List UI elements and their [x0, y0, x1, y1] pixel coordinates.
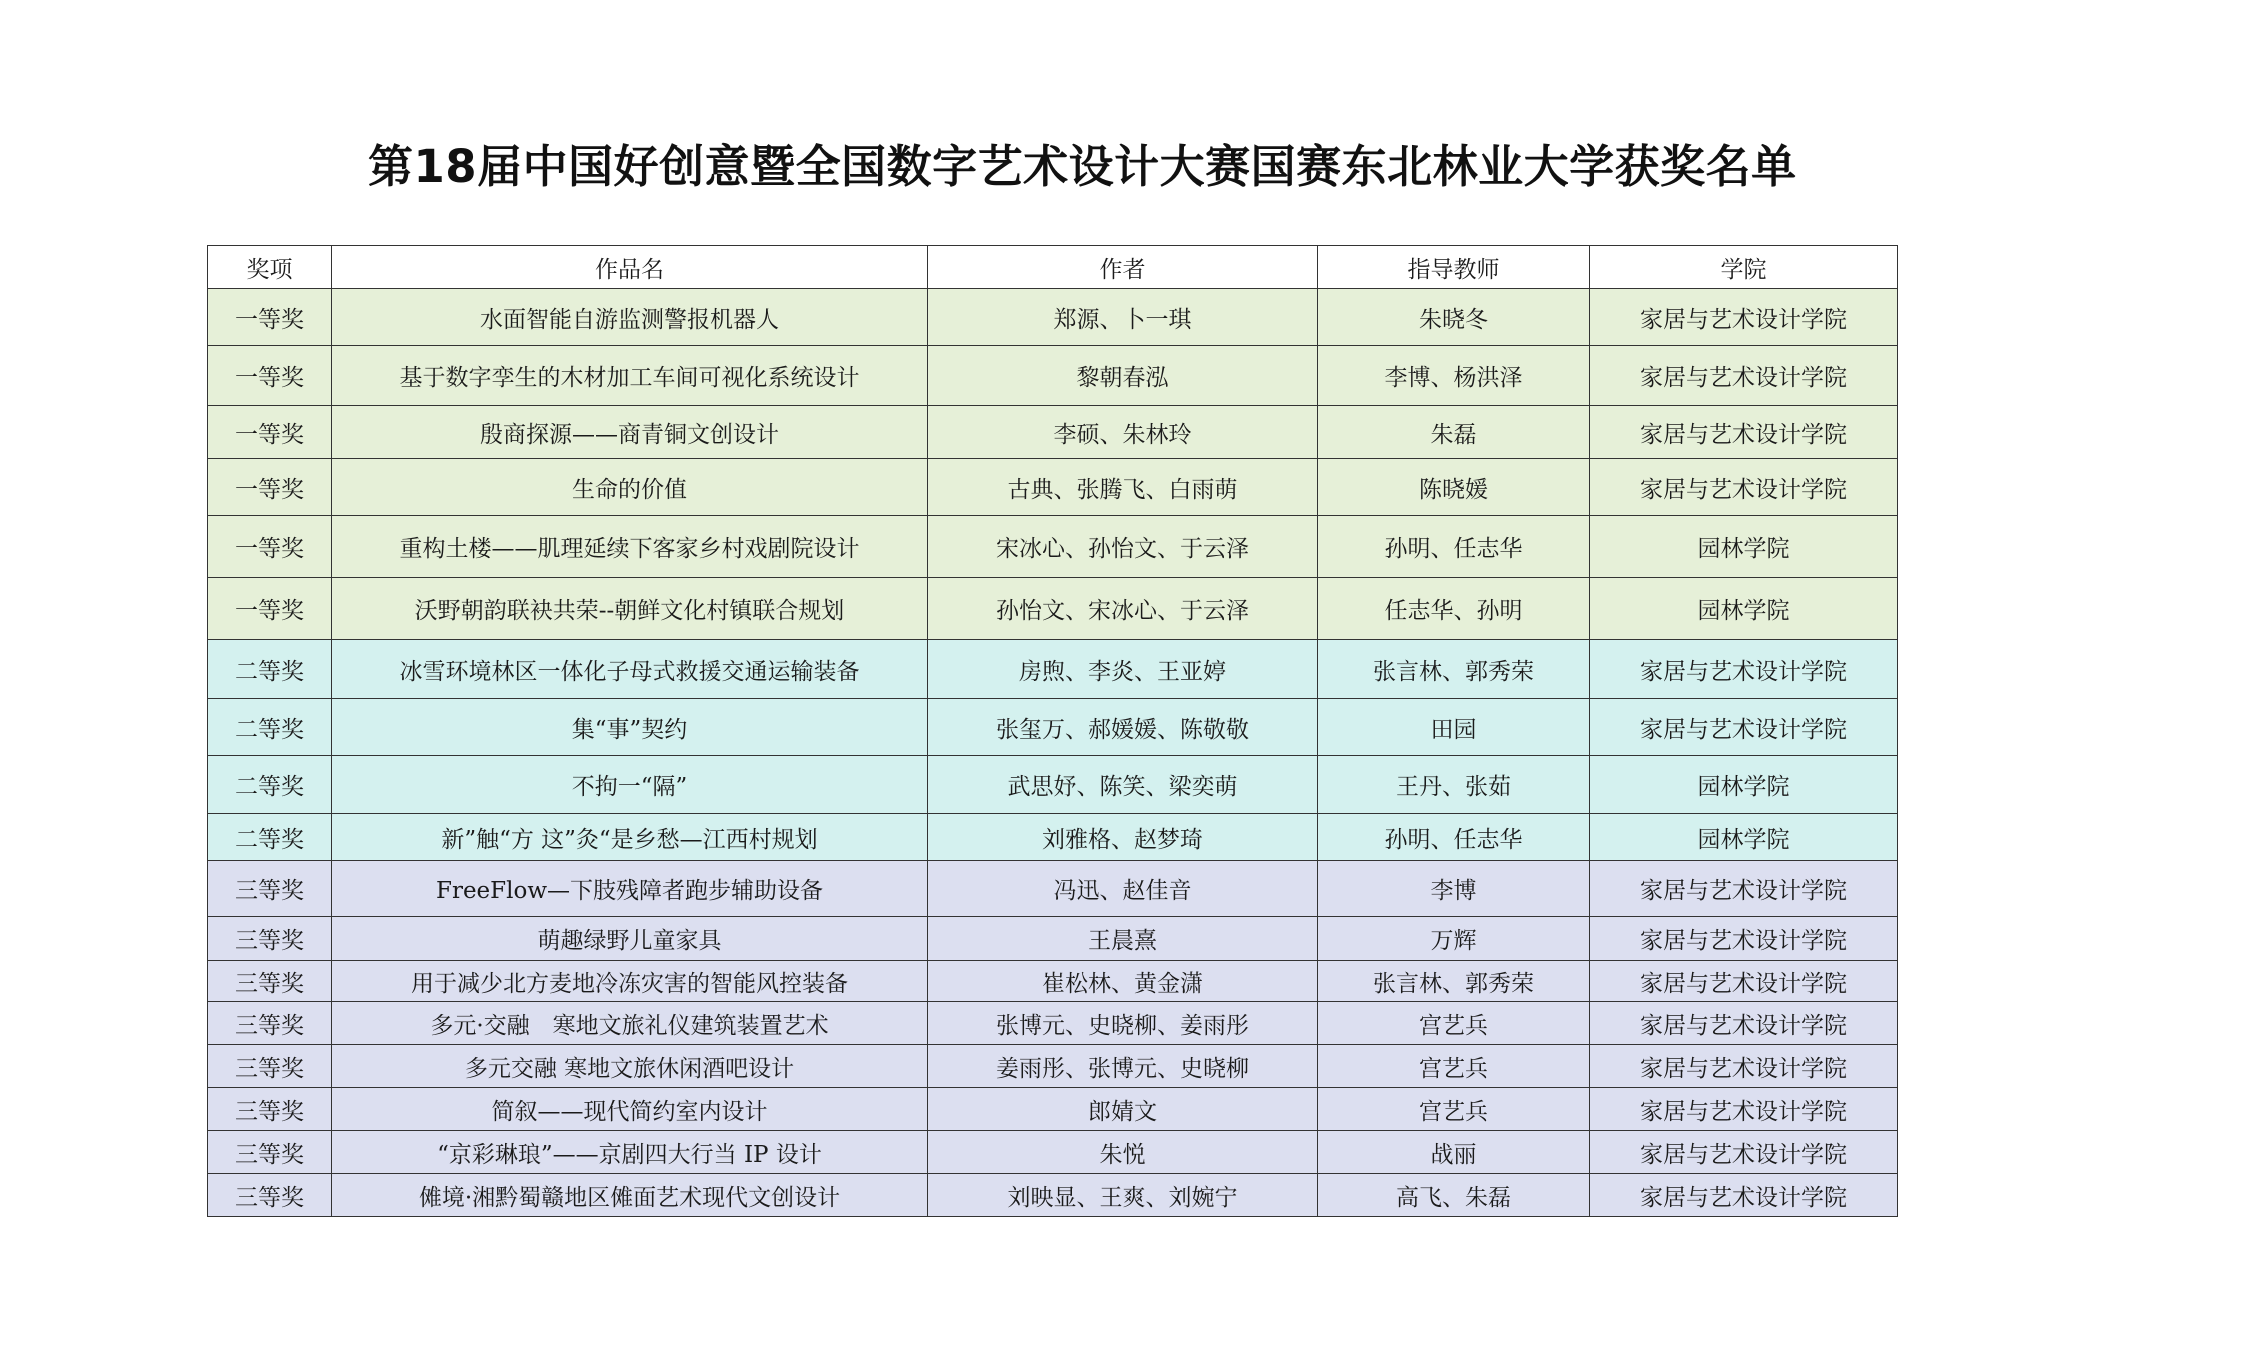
college-cell: 家居与艺术设计学院: [1590, 1088, 1898, 1131]
advisors-cell: 高飞、朱磊: [1318, 1174, 1590, 1217]
table-row: [208, 814, 1898, 861]
college-cell: 家居与艺术设计学院: [1590, 640, 1898, 699]
authors-cell: 崔松林、黄金潇: [928, 961, 1318, 1002]
college-cell: 家居与艺术设计学院: [1590, 1174, 1898, 1217]
header-college: 学院: [1590, 246, 1898, 289]
authors-cell: 刘雅格、赵梦琦: [928, 814, 1318, 861]
page-title: 第18届中国好创意暨全国数字艺术设计大赛国赛东北林业大学获奖名单: [368, 140, 1797, 193]
table-row: [208, 346, 1898, 406]
work-title-cell: 基于数字孪生的木材加工车间可视化系统设计: [332, 346, 928, 406]
advisors-cell: 李博: [1318, 861, 1590, 917]
award-cell: 三等奖: [208, 1131, 332, 1174]
college-cell: 家居与艺术设计学院: [1590, 289, 1898, 346]
advisors-cell: 朱晓冬: [1318, 289, 1590, 346]
work-title-cell: 多元交融 寒地文旅休闲酒吧设计: [332, 1045, 928, 1088]
advisors-cell: 任志华、孙明: [1318, 578, 1590, 640]
work-title-cell: 殷商探源——商青铜文创设计: [332, 406, 928, 459]
advisors-cell: 宫艺兵: [1318, 1045, 1590, 1088]
award-cell: 一等奖: [208, 406, 332, 459]
advisors-cell: 张言林、郭秀荣: [1318, 961, 1590, 1002]
authors-cell: 王晨熹: [928, 917, 1318, 961]
authors-cell: 黎朝春泓: [928, 346, 1318, 406]
table-row: [208, 756, 1898, 814]
authors-cell: 郑源、卜一琪: [928, 289, 1318, 346]
table-row: [208, 1045, 1898, 1088]
work-title-cell: 用于减少北方麦地冷冻灾害的智能风控装备: [332, 961, 928, 1002]
advisors-cell: 朱磊: [1318, 406, 1590, 459]
authors-cell: 郎婧文: [928, 1088, 1318, 1131]
table-row: [208, 917, 1898, 961]
award-cell: 三等奖: [208, 917, 332, 961]
table-row: [208, 1002, 1898, 1045]
college-cell: 家居与艺术设计学院: [1590, 346, 1898, 406]
authors-cell: 刘映显、王爽、刘婉宁: [928, 1174, 1318, 1217]
table-row: [208, 289, 1898, 346]
work-title-cell: 多元·交融 寒地文旅礼仪建筑装置艺术: [332, 1002, 928, 1045]
award-cell: 二等奖: [208, 640, 332, 699]
college-cell: 家居与艺术设计学院: [1590, 1002, 1898, 1045]
college-cell: 家居与艺术设计学院: [1590, 459, 1898, 516]
work-title-cell: 沃野朝韵联袂共荣--朝鲜文化村镇联合规划: [332, 578, 928, 640]
college-cell: 家居与艺术设计学院: [1590, 699, 1898, 756]
work-title-cell: FreeFlow—下肢残障者跑步辅助设备: [332, 861, 928, 917]
award-cell: 三等奖: [208, 861, 332, 917]
award-cell: 一等奖: [208, 516, 332, 578]
table-row: [208, 699, 1898, 756]
table-header-row: [208, 246, 1898, 289]
work-title-cell: 不拘一“隔”: [332, 756, 928, 814]
award-cell: 二等奖: [208, 814, 332, 861]
authors-cell: 古典、张腾飞、白雨萌: [928, 459, 1318, 516]
work-title-cell: 水面智能自游监测警报机器人: [332, 289, 928, 346]
table-row: [208, 1088, 1898, 1131]
authors-cell: 冯迅、赵佳音: [928, 861, 1318, 917]
authors-cell: 姜雨彤、张博元、史晓柳: [928, 1045, 1318, 1088]
table-body: [208, 289, 1898, 1217]
advisors-cell: 陈晓媛: [1318, 459, 1590, 516]
college-cell: 家居与艺术设计学院: [1590, 1045, 1898, 1088]
authors-cell: 张博元、史晓柳、姜雨彤: [928, 1002, 1318, 1045]
authors-cell: 朱悦: [928, 1131, 1318, 1174]
award-cell: 一等奖: [208, 578, 332, 640]
authors-cell: 宋冰心、孙怡文、于云泽: [928, 516, 1318, 578]
table-row: [208, 1174, 1898, 1217]
table-row: [208, 406, 1898, 459]
award-cell: 二等奖: [208, 699, 332, 756]
advisors-cell: 李博、杨洪泽: [1318, 346, 1590, 406]
award-cell: 一等奖: [208, 346, 332, 406]
table-row: [208, 459, 1898, 516]
authors-cell: 武思妤、陈笑、梁奕萌: [928, 756, 1318, 814]
award-cell: 三等奖: [208, 1174, 332, 1217]
table-row: [208, 1131, 1898, 1174]
advisors-cell: 孙明、任志华: [1318, 814, 1590, 861]
award-cell: 二等奖: [208, 756, 332, 814]
authors-cell: 房煦、李炎、王亚婷: [928, 640, 1318, 699]
college-cell: 家居与艺术设计学院: [1590, 917, 1898, 961]
award-cell: 一等奖: [208, 289, 332, 346]
advisors-cell: 王丹、张茹: [1318, 756, 1590, 814]
work-title-cell: 生命的价值: [332, 459, 928, 516]
header-authors: 作者: [928, 246, 1318, 289]
advisors-cell: 万辉: [1318, 917, 1590, 961]
college-cell: 家居与艺术设计学院: [1590, 1131, 1898, 1174]
work-title-cell: 冰雪环境林区一体化子母式救援交通运输装备: [332, 640, 928, 699]
award-cell: 三等奖: [208, 1002, 332, 1045]
award-cell: 一等奖: [208, 459, 332, 516]
advisors-cell: 张言林、郭秀荣: [1318, 640, 1590, 699]
award-cell: 三等奖: [208, 961, 332, 1002]
advisors-cell: 宫艺兵: [1318, 1002, 1590, 1045]
work-title-cell: 集“事”契约: [332, 699, 928, 756]
table-row: [208, 516, 1898, 578]
advisors-cell: 孙明、任志华: [1318, 516, 1590, 578]
college-cell: 园林学院: [1590, 814, 1898, 861]
advisors-cell: 战丽: [1318, 1131, 1590, 1174]
table-row: [208, 961, 1898, 1002]
table-row: [208, 578, 1898, 640]
header-award: 奖项: [208, 246, 332, 289]
header-work: 作品名: [332, 246, 928, 289]
awards-table: [207, 245, 1898, 1217]
work-title-cell: 重构土楼——肌理延续下客家乡村戏剧院设计: [332, 516, 928, 578]
authors-cell: 李硕、朱林玲: [928, 406, 1318, 459]
work-title-cell: 萌趣绿野儿童家具: [332, 917, 928, 961]
table-row: [208, 640, 1898, 699]
work-title-cell: “京彩琳琅”——京剧四大行当 IP 设计: [332, 1131, 928, 1174]
college-cell: 园林学院: [1590, 516, 1898, 578]
work-title-cell: 傩境·湘黔蜀赣地区傩面艺术现代文创设计: [332, 1174, 928, 1217]
table-row: [208, 861, 1898, 917]
header-advisors: 指导教师: [1318, 246, 1590, 289]
college-cell: 园林学院: [1590, 756, 1898, 814]
work-title-cell: 简叙——现代简约室内设计: [332, 1088, 928, 1131]
college-cell: 家居与艺术设计学院: [1590, 961, 1898, 1002]
college-cell: 园林学院: [1590, 578, 1898, 640]
work-title-cell: 新”触“方 这”灸“是乡愁—江西村规划: [332, 814, 928, 861]
award-cell: 三等奖: [208, 1088, 332, 1131]
award-cell: 三等奖: [208, 1045, 332, 1088]
advisors-cell: 田园: [1318, 699, 1590, 756]
advisors-cell: 宫艺兵: [1318, 1088, 1590, 1131]
authors-cell: 孙怡文、宋冰心、于云泽: [928, 578, 1318, 640]
college-cell: 家居与艺术设计学院: [1590, 861, 1898, 917]
authors-cell: 张玺万、郝媛媛、陈敬敬: [928, 699, 1318, 756]
college-cell: 家居与艺术设计学院: [1590, 406, 1898, 459]
